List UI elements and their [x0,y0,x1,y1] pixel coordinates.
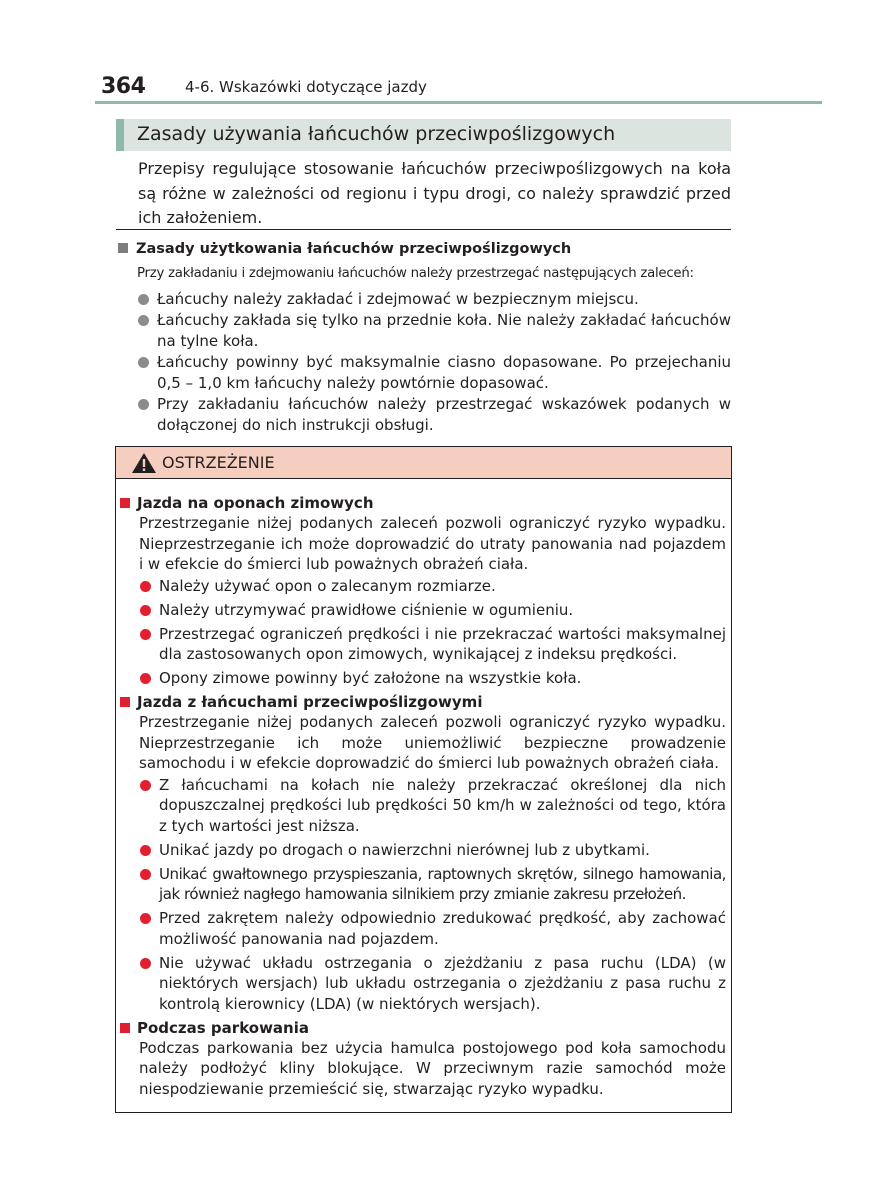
red-bullet-icon [140,845,151,856]
list-item-text: Unikać jazdy po drogach o nawierzchni nierównej lub z ubytkami. [159,840,650,859]
warning-section-heading [120,692,726,712]
page-number: 364 [101,74,146,99]
list-item [137,310,731,351]
red-bullet-icon [140,780,151,791]
list-item-text: Łańcuchy należy zakładać i zdejmować w bezpiecznym miejscu. [157,290,639,308]
list-item-text: Łańcuchy zakłada się tylko na przednie koła. Nie należy zakładać łańcuchów na tylne koła. [157,311,731,350]
warning-section-text: Podczas parkowania bez użycia hamulca postojowego pod koła samochodu należy podłożyć kliny blokujące. W przeciwnym razie samochód może niespodziewanie przemieścić się, stwarzając ryzyko wypadku. [139,1038,726,1098]
gray-bullet-icon [138,357,149,368]
usage-list [137,289,731,436]
intro-divider [116,229,731,230]
list-item-text: Unikać gwałtownego przyspieszania, raptownych skrętów, silnego hamowania, jak również nagłego hamowania silnikiem przy zmianie zakresu przełożeń. [159,864,726,903]
red-bullet-icon [140,958,151,969]
warning-section-heading-text: Jazda z łańcuchami przeciwpoślizgowymi [137,693,483,711]
warning-section-snow-chains [120,692,726,1014]
warning-header [116,447,731,479]
red-square-icon [120,697,130,707]
list-item-text: Należy utrzymywać prawidłowe ciśnienie w ogumieniu. [159,600,574,619]
red-square-icon [120,1023,130,1033]
warning-box [115,446,732,1113]
warning-section-heading-text: Jazda na oponach zimowych [137,494,374,512]
list-item [140,840,726,861]
list-item-text: Z łańcuchami na kołach nie należy przekraczać określonej dla nich dopuszczalnej prędkości lub prędkości 50 km/h w zależności od tego, która z tych wartości jest niższa. [159,775,726,835]
gray-bullet-icon [138,399,149,410]
list-item [140,576,726,597]
section-title-bar [116,119,731,151]
list-item-text: Należy używać opon o zalecanym rozmiarze. [159,576,496,595]
warning-content [120,493,726,1102]
list-item-text: Nie używać układu ostrzegania o zjeżdżaniu z pasa ruchu (LDA) (w niektórych wersjach) lub układu ostrzegania o zjeżdżaniu z pasa ruchu z kontrolą kierownicy (LDA) (w niektórych wersjach). [159,953,726,1013]
red-bullet-icon [140,869,151,880]
warning-list [120,576,726,689]
list-item-text: Przed zakrętem należy odpowiednio zredukować prędkość, aby zachować możliwość panowania nad pojazdem. [159,909,726,948]
warning-section-heading [120,493,726,513]
red-bullet-icon [140,673,151,684]
red-square-icon [120,498,130,508]
gray-bullet-icon [138,315,149,326]
warning-title: OSTRZEŻENIE [162,453,275,472]
list-item-text: Łańcuchy powinny być maksymalnie ciasno dopasowane. Po przejechaniu 0,5 – 1,0 km łańcuchy należy powtórnie dopasować. [157,353,731,392]
list-item-text: Przestrzegać ograniczeń prędkości i nie przekraczać wartości maksymalnej dla zastosowanych opon zimowych, wynikającej z indeksu prędkości. [159,624,726,663]
warning-list [120,775,726,1015]
list-item [140,600,726,621]
red-bullet-icon [140,581,151,592]
list-item [137,352,731,393]
usage-heading [118,241,571,257]
list-item [140,864,726,905]
section-title: Zasady używania łańcuchów przeciwpoślizgowych [137,123,616,145]
red-bullet-icon [140,913,151,924]
warning-section-text: Przestrzeganie niżej podanych zaleceń pozwoli ograniczyć ryzyko wypadku. Nieprzestrzeganie ich może uniemożliwić bezpieczne prowadzenie samochodu i w efekcie doprowadzić do śmierci lub poważnych obrażeń ciała. [139,713,726,772]
warning-section-heading-text: Podczas parkowania [137,1018,309,1037]
section-intro: Przepisy regulujące stosowanie łańcuchów przeciwpoślizgowych na koła są różne w zależności od regionu i typu drogi, co należy sprawdzić przed ich założeniem. [138,159,731,227]
red-bullet-icon [140,605,151,616]
red-bullet-icon [140,629,151,640]
list-item [140,908,726,949]
warning-section-parking [120,1018,726,1100]
list-item [137,289,731,310]
list-item-text: Przy zakładaniu łańcuchów należy przestrzegać wskazówek podanych w dołączonej do nich instrukcji obsługi. [157,395,731,434]
header-rule [95,101,822,104]
warning-section-text: Przestrzeganie niżej podanych zaleceń pozwoli ograniczyć ryzyko wypadku. Nieprzestrzeganie ich może doprowadzić do utraty panowania nad pojazdem i w efekcie do śmierci lub poważnych obrażeń ciała. [139,514,726,573]
list-item [140,624,726,665]
list-item [140,953,726,1015]
list-item-text: Opony zimowe powinny być założone na wszystkie koła. [159,669,582,687]
warning-section-winter-tires [120,493,726,689]
gray-square-icon [118,243,128,253]
warning-section-heading [120,1018,726,1038]
usage-note: Przy zakładaniu i zdejmowaniu łańcuchów należy przestrzegać następujących zaleceń: [137,266,694,281]
usage-heading-text: Zasady użytkowania łańcuchów przeciwpoślizgowych [136,241,572,257]
gray-bullet-icon [138,294,149,305]
chapter-title: 4-6. Wskazówki dotyczące jazdy [185,78,427,96]
list-item [137,394,731,435]
list-item [140,668,726,689]
list-item [140,775,726,837]
warning-triangle-icon [131,452,157,474]
